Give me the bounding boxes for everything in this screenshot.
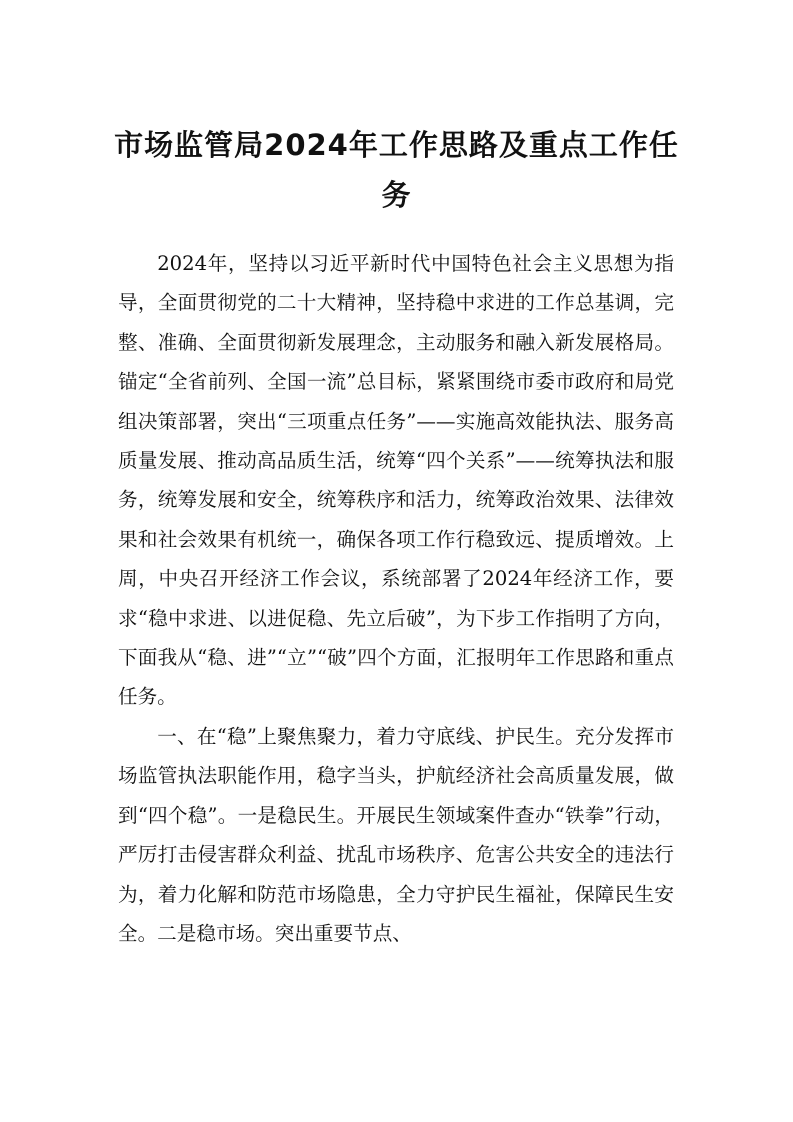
document-title: 市场监管局2024年工作思路及重点工作任务 (114, 128, 679, 212)
paragraph-section-one: 一、在“稳”上聚焦聚力，着力守底线、护民生。充分发挥市场监管执法职能作用，稳字当头，护航经济社会高质量发展，做到“四个稳”。一是稳民生。开展民生领域案件查办“铁拳”行动，严厉打击侵害群众利益、扰乱市场秩序、危害公共安全的违法行为，着力化解和防范市场隐患，全力守护民生福祉，保障民生安全。二是稳市场。突出重要节点、 (118, 724, 674, 945)
paragraph-intro: 2024年，坚持以习近平新时代中国特色社会主义思想为指导，全面贯彻党的二十大精神，坚持稳中求进的工作总基调，完整、准确、全面贯彻新发展理念，主动服务和融入新发展格局。锚定“全省前列、全国一流”总目标，紧紧围绕市委市政府和局党组决策部署，突出“三项重点任务”——实施高效能执法、服务高质量发展、推动高品质生活，统筹“四个关系”——统筹执法和服务，统筹发展和安全，统筹秩序和活力，统筹政治效果、法律效果和社会效果有机统一，确保各项工作行稳致远、提质增效。上周，中央召开经济工作会议，系统部署了2024年经济工作，要求“稳中求进、以进促稳、先立后破”，为下步工作指明了方向，下面我从“稳、进”“立”“破”四个方面，汇报明年工作思路和重点任务。 (118, 252, 674, 709)
document-body (118, 244, 674, 953)
